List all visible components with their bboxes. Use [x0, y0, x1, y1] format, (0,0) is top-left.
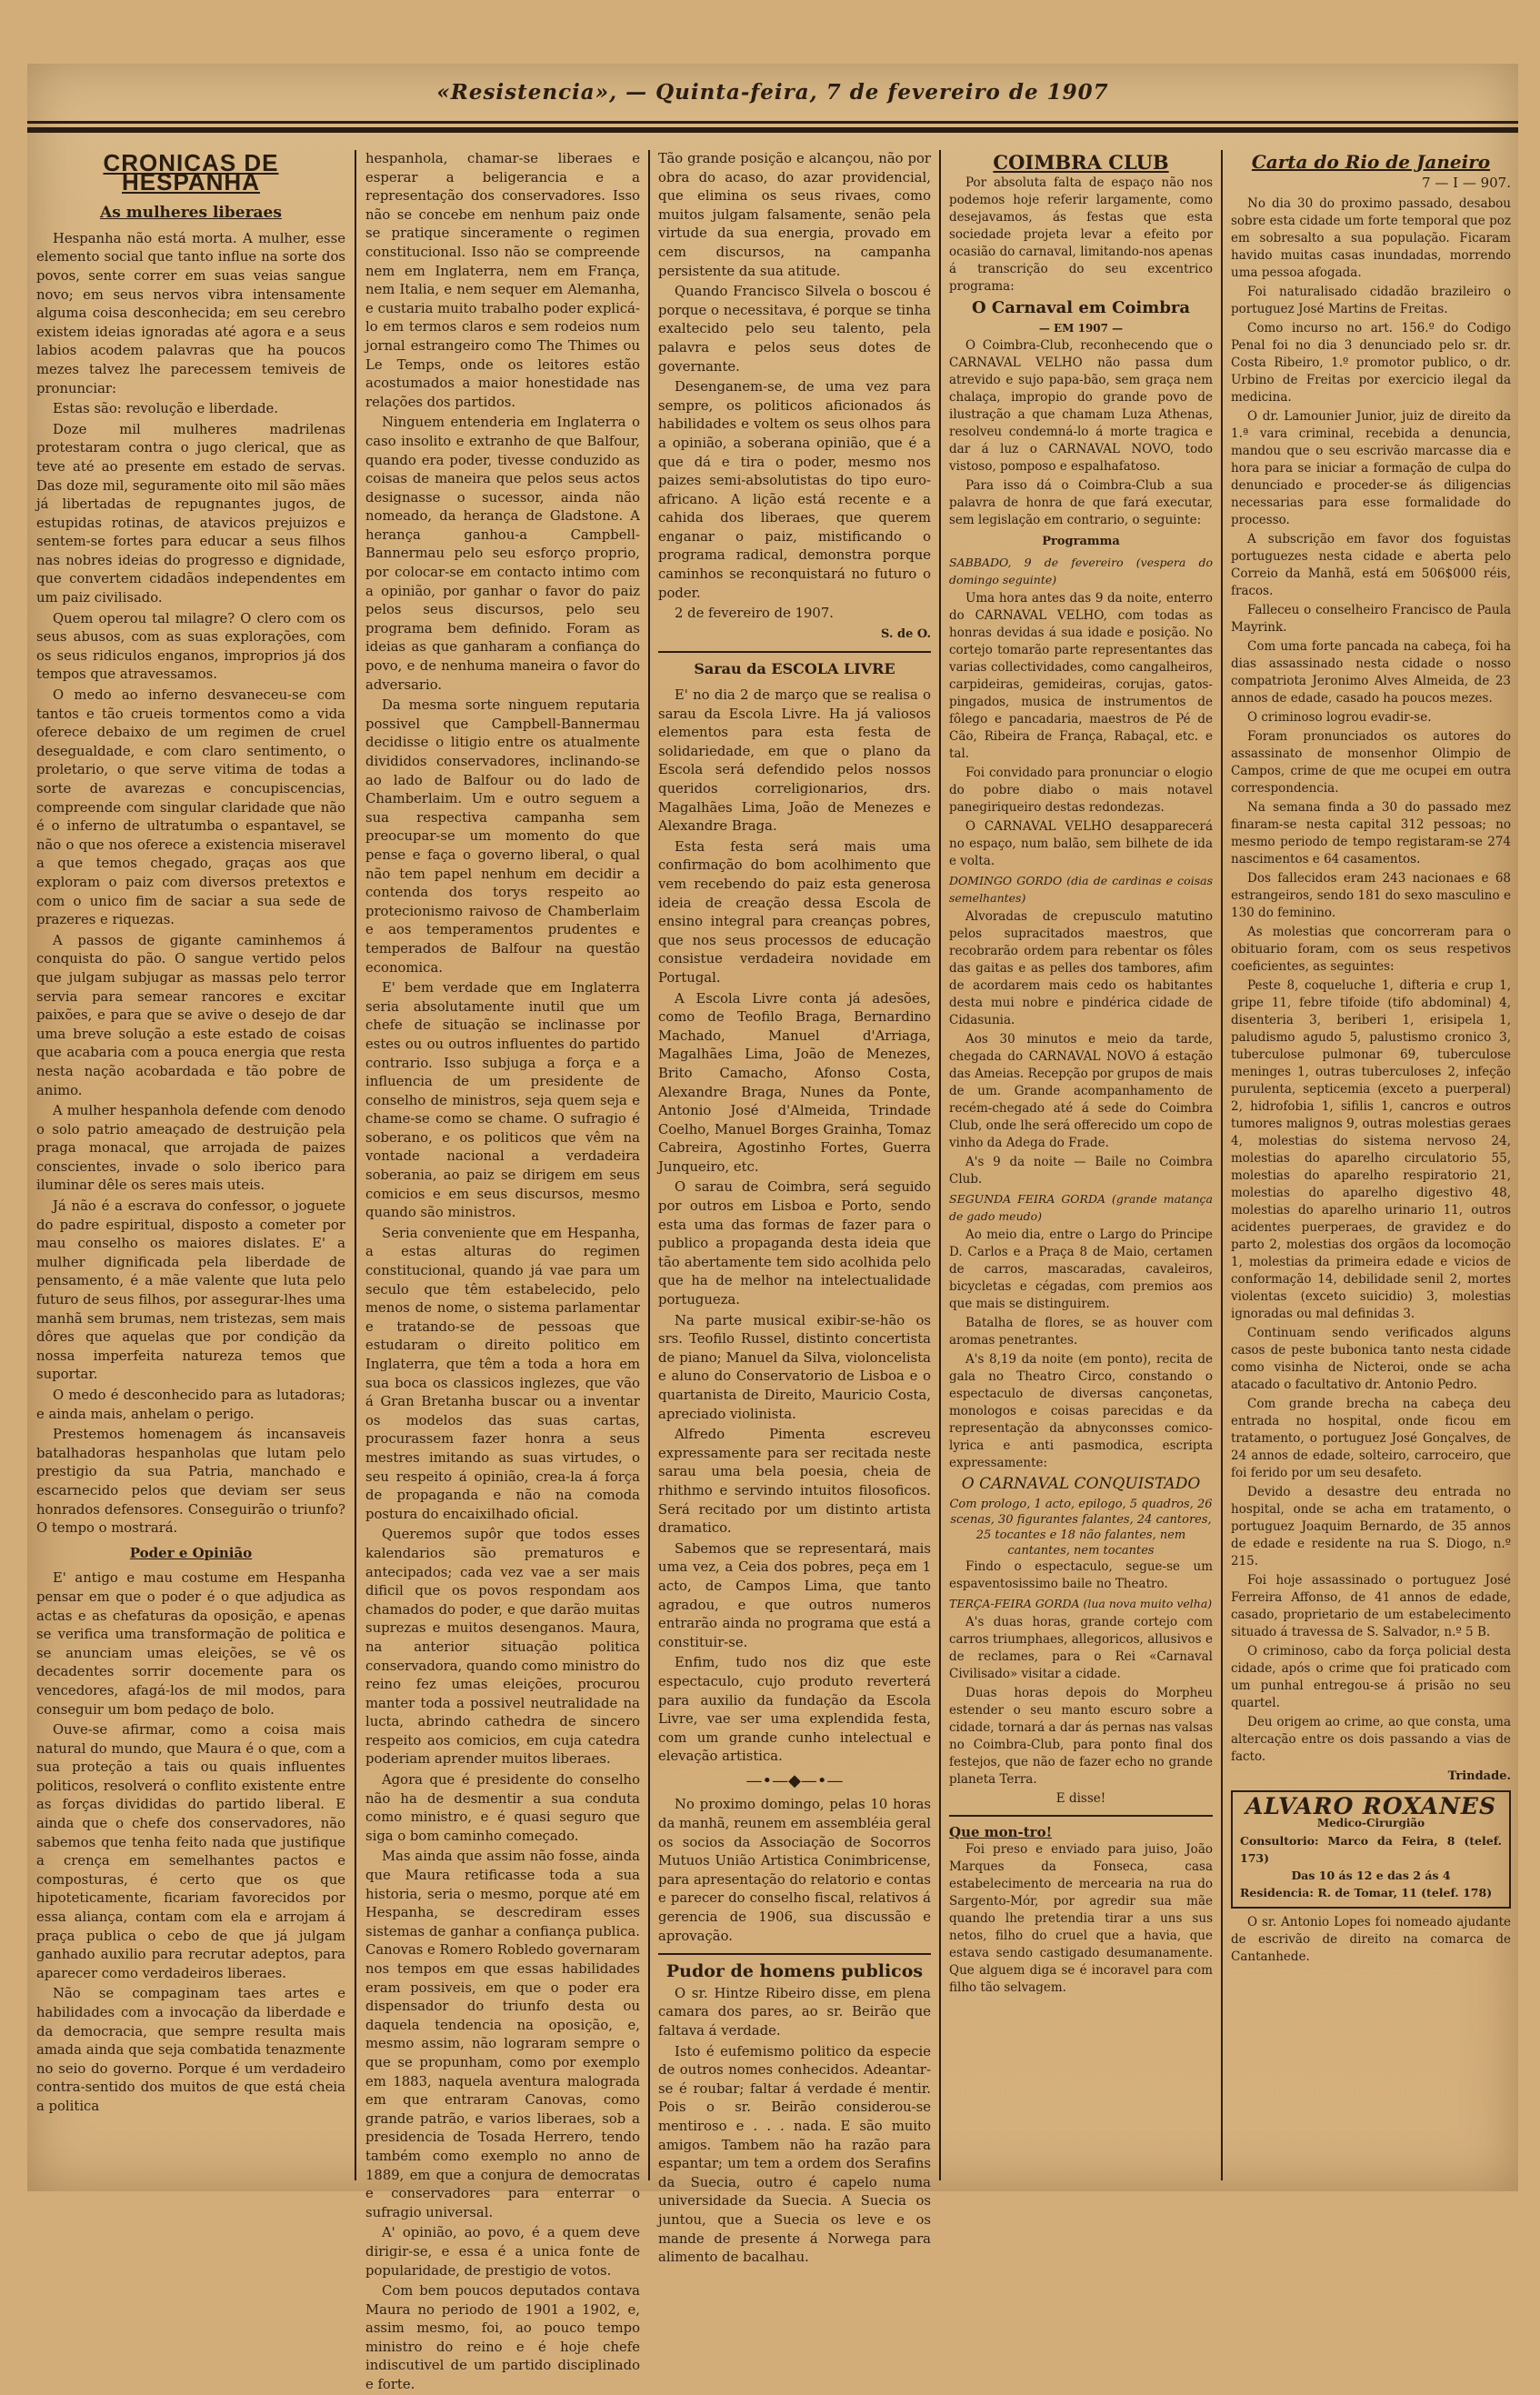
paragraph: Prestemos homenagem ás incansaveis batalhadoras hespanholas que lutam pelo prestigio da sua Patria, manchado e escarnecido pelos que deviam ser seus honrados defensores. Conseguirão o triunfo? O tempo o mostrará. — [36, 1427, 345, 1537]
paragraph: Foi convidado para pronunciar o elogio do pobre diabo o mais notavel panegiriqueiro destas redondezas. — [949, 766, 1213, 815]
divider — [658, 651, 931, 653]
paragraph: E disse! — [1055, 1791, 1106, 1806]
paragraph: A subscrição em favor dos foguistas portuguezes nesta cidade e aberta pelo Correio da Manhã, está em 506$000 réis, fracos. — [1231, 532, 1511, 598]
sarau-title: Sarau da ESCOLA LIVRE — [694, 660, 895, 678]
paragraph: O medo é desconhecido para as lutadoras; e ainda mais, anhelam o perigo. — [36, 1388, 345, 1422]
paragraph: Estas são: revolução e liberdade. — [53, 401, 279, 417]
column-divider — [648, 150, 650, 2180]
paragraph: Foi hoje assassinado o portuguez José Ferreira Affonso, de 41 annos de edade, casado, proprietario de um estabelecimento situado á travessa de S. Salvador, n.º 5 B. — [1231, 1573, 1511, 1639]
article-date: 2 de fevereiro de 1907. — [675, 606, 834, 622]
signature: Trindade. — [1447, 1769, 1511, 1783]
coimbra-club-title: COIMBRA CLUB — [993, 151, 1169, 174]
paragraph: O sarau de Coimbra, será seguido por outros em Lisboa e Porto, sendo esta uma das formas de fazer para o publico a propaganda desta ideia que tão abertamente tem sido acolhida pelo que ha de melhor na intelectualidade portugueza. — [658, 1179, 931, 1308]
paragraph: Queremos supôr que todos esses kalendarios são prematuros e antecipados; cada vez vae a ser mais dificil que os povos respondam aos chamados do poder, e que darão muitas suprezas e muitos desenganos. Maura, na anterior situação politica conservadora, quando como ministro do reino fez umas eleições, procurou manter toda a possivel neutralidade na lucta, abrindo cathedra de sincero respeito aos comicios, em cuja catedra poderiam aprender muitos liberaes. — [365, 1527, 640, 1768]
sabbado-heading: SABBADO, 9 de fevereiro (vespera do domingo seguinte) — [949, 556, 1213, 586]
paragraph: O dr. Lamounier Junior, juiz de direito da 1.ª vara criminal, recebida a denuncia, mandou que o seu escrivão marcasse dia e hora para se iniciar a formação de culpa do denunciado e proceder-se ás diligencias necessarias para esse formalidade do processo. — [1231, 409, 1511, 527]
paragraph: No dia 30 do proximo passado, desabou sobre esta cidade um forte temporal que poz em sobresalto a sua população. Ficaram havido muitas casas inundadas, morrendo uma pessoa afogada. — [1231, 196, 1511, 280]
segunda-heading: SEGUNDA FEIRA GORDA (grande matança de gado meudo) — [949, 1192, 1213, 1223]
paragraph: Foram pronunciados os autores do assassinato de monsenhor Olimpio de Campos, crime de que me ocupei em outra correspondencia. — [1231, 729, 1511, 796]
ad-line: Das 10 ás 12 e das 2 ás 4 — [1291, 1869, 1451, 1882]
cronicas-title: CRONICAS DE HESPANHA — [103, 149, 279, 195]
paragraph: A mulher hespanhola defende com denodo o solo patrio ameaçado de destruição pela praga monacal, que arrojada de paizes conscientes, invade o solo iberico para iluminar dêle os seres mais uteis. — [36, 1103, 345, 1194]
paragraph: Enfim, tudo nos diz que este espectaculo, cujo produto reverterá para auxilio da fundação da Escola Livre, vae ser uma explendida festa, com um grande cunho intelectual e elevação artistica. — [658, 1655, 931, 1765]
programa-heading: Programma — [1042, 535, 1120, 548]
column-cronicas — [36, 150, 345, 2180]
paragraph: Foi preso e enviado para juiso, João Marques da Fonseca, casa estabelecimento de mercearia na rua do Sargento-Mór, por agredir sua mãe quando lhe pretendia tirar a uns sus netos, filho do cruel que a havia, que estava sendo castigado desumanamente. Que alguem diga se é incoravel para com filho tão selvagem. — [949, 1842, 1213, 1995]
paragraph: Peste 8, coqueluche 1, difteria e crup 1, gripe 11, febre tifoide (tifo abdominal) 4, disenteria 3, beriberi 1, erisipela 1, paludismo agudo 5, palustismo cronico 3, tuberculose pulmonar 69, tuberculose meninges 1, outras tuberculoses 2, infeção purulenta, septicemia (exceto a puerperal) 2, hidrofobia 1, sifilis 1, cancros e outros tumores malignos 9, outras molestias geraes 4, molestias do sistema nervoso 24, molestias do aparelho circulatorio 55, molestias do aparelho respiratorio 21, molestias do aparelho digestivo 48, molestias do aparelho urinario 11, outros acidentes puerperaes, de gravidez e do parto 2, molestias dos orgãos da locomoção 1, molestias da primeira edade e vicios de conformação 14, debilidade senil 2, mortes violentas (exceto suicidio) 3, molestias ignoradas ou mal definidas 3. — [1231, 978, 1511, 1321]
roxanes-ad — [1231, 1790, 1511, 1909]
top-rule-thick — [27, 127, 1518, 133]
paragraph: A's 9 da noite — Baile no Coimbra Club. — [949, 1155, 1213, 1187]
paragraph: Ouve-se afirmar, como a coisa mais natural do mundo, que Maura é o que, com a sua proteção a tais ou quais influentes politicos, resolverá o conflito existente entre as forças divididas do partido liberal. E ainda que o chefe dos conservadores, não sabemos que tenha feito nada que justifique a crença em semelhantes pactos e composturas, é certo que os que hipoteticamente, ficariam favorecidos por essa aliança, contam com ela e arrojam á praça publica o cebo de que já julgam ganhado auxilio para recrutar adeptos, para aparecer como verdadeiros liberaes. — [36, 1722, 345, 1981]
paragraph: Como incurso no art. 156.º do Codigo Penal foi no dia 3 denunciado pelo sr. dr. Costa Ribeiro, 1.º promotor publico, o dr. Urbino de Freitas por exercicio ilegal da medicina. — [1231, 321, 1511, 405]
paragraph: Alvoradas de crepusculo matutino pelos supracitados maestros, que recobrarão ordem para rebentar os fôles das gaitas e as pelles dos tambores, afim de acordarem mais cedo os habitantes desta mui nobre e pindérica cidade de Cidasunia. — [949, 909, 1213, 1027]
paragraph: A passos de gigante caminhemos á conquista do pão. O sangue vertido pelos que julgam subjugar as massas pelo terror servia para semear rancores e excitar paixões, e para que se avive o desejo de dar uma breve solução a este estado de coisas que acabaria com a pouca energia que resta nesta nação acobardada e tão pobre de animo. — [36, 932, 345, 1098]
paragraph: Falleceu o conselheiro Francisco de Paula Mayrink. — [1231, 603, 1511, 635]
ad-line: Residencia: R. de Tomar, 11 (telef. 178) — [1240, 1886, 1493, 1899]
conquistado-sub: Com prologo, 1 acto, epilogo, 5 quadros, 26 scenas, 30 figurantes falantes, 24 cantores, 25 tocantes e 18 não falantes, nem cantantes, nem tocantes — [949, 1498, 1213, 1558]
paragraph: Ninguem entenderia em Inglaterra o caso insolito e extranho de que Balfour, quando era poder, tivesse conduzido as coisas de maneira que pelos seus actos designasse o sucessor, ainda não nomeado, da herança de Gladstone. A herança ganhou-a Campbell-Bannermau pelo seu esforço proprio, por colocar-se em contacto intimo com a opinião, por ganhar o favor do paiz pelos seus discursos, pelo seu programa bem definido. Foram as ideias as que ganharam a confiança do povo, e de nenhuma maneira o favor do adversario. — [365, 415, 640, 693]
paragraph: Alfredo Pimenta escreveu expressamente para ser recitada neste sarau uma bela poesia, cheia de rhithmo e servindo intuitos filosoficos. Será recitado por um distinto artista dramatico. — [658, 1427, 931, 1537]
paragraph: Desenganem-se, de uma vez para sempre, os politicos aficionados ás habilidades e voltem os seus olhos para a opinião, a soberana opinião, que é a que dá e tira o poder, mesmo nos paizes semi-absolutistas do tipo euro-africano. A lição está recente e a cahida dos liberaes, que querem enganar o paiz, mistificando o programa radical, demonstra porque caminhos se reconquistará no futuro o poder. — [658, 379, 931, 601]
paragraph: Dos fallecidos eram 243 nacionaes e 68 estrangeiros, sendo 181 do sexo masculino e 130 do feminino. — [1231, 871, 1511, 920]
paragraph: Foi naturalisado cidadão brazileiro o portuguez José Martins de Freitas. — [1231, 285, 1511, 316]
carta-date: 7 — I — 907. — [1422, 175, 1511, 191]
paragraph: Seria conveniente que em Hespanha, a estas alturas do regimen constitucional, quando já vae para um seculo que têm estabelecido, pelo menos de nome, o sistema parlamentar e tratando-se de pessoas que estudaram o direito politico em Inglaterra, que têm a toda a hora em sua boca os classicos inglezes, que vão á Gran Bretanha buscar ou a inventar os modelos das suas cartas, procurassem fazer honra a seus mestres imitando as suas virtudes, o seu respeito á opinião, crea-la á força de propaganda e não na comoda postura do encaixilhado oficial. — [365, 1225, 640, 1522]
paragraph: Com bem poucos deputados contava Maura no periodo de 1901 a 1902, e, assim mesmo, foi, ao pouco tempo ministro do reino e é hoje chefe indiscutivel de um partido disciplinado e forte. — [365, 2283, 640, 2393]
paragraph: O medo ao inferno desvaneceu-se com tantos e tão crueis tormentos como a vida oferece debaixo de um regimen de cruel desegualdade, e com claro sentimento, o proletario, o que serve vitima de todas a sorte de avarezas e concupiscencias, compreende com singular claridade que não é o inferno de ultratumba o espantavel, se não o que nos oferece a existencia miseravel a que temos chegado, graças aos que exploram o paiz com diversos pretextos e com o unico fim de saciar a sua sede de prazeres e riquezas. — [36, 687, 345, 928]
paragraph: Quando Francisco Silvela o boscou é porque o necessitava, é porque se tinha exaltecido pelo seu talento, pela palavra e pelos seus dotes de governante. — [658, 284, 931, 375]
column-divider — [355, 150, 356, 2180]
paragraph: Por absoluta falta de espaço não nos podemos hoje referir largamente, como desejavamos, ás festas que esta sociedade projeta levar a efeito por ocasião do carnaval, limitando-nos apenas á transcrição do seu excentrico programa: — [949, 175, 1213, 294]
paragraph: Aos 30 minutos e meio da tarde, chegada do CARNAVAL NOVO á estação das Ameias. Recepção por grupos de mais de um. Grande acompanhamento de recém-chegado até á sede do Coimbra Club, onde lhe será offerecido um copo de vinho da Adega do Frade. — [949, 1032, 1213, 1150]
conquistado-title: O CARNAVAL CONQUISTADO — [961, 1475, 1201, 1493]
paragraph: Para isso dá o Coimbra-Club a sua palavra de honra de que fará executar, sem legislação em contrario, o seguinte: — [949, 478, 1213, 527]
poder-subtitle: Poder e Opinião — [129, 1544, 253, 1561]
paragraph: E' bem verdade que em Inglaterra seria absolutamente inutil que um chefe de situação se inclinasse por estes ou ou outros influentes do partido contrario. Isso subjuga a força e a influencia de um presidente de conselho de ministros, seja quem seja e chame-se como se chame. O sufragio é soberano, e os politicos que vêm na vontade nacional a verdadeira soberania, ao paiz se dirigem em seus comicios e em seus discursos, mesmo quando são ministros. — [365, 980, 640, 1221]
mulheres-subtitle: As mulheres liberaes — [100, 204, 282, 223]
paragraph: Continuam sendo verificados alguns casos de peste bubonica tanto nesta cidade como visinha de Nicteroi, onde se acha atacado o facultativo dr. Antonio Pedro. — [1231, 1326, 1511, 1392]
paragraph: Na parte musical exibir-se-hão os srs. Teofilo Russel, distinto concertista de piano; Manuel da Silva, violoncelista e aluno do Conservatorio de Lisboa e o quartanista de Direito, Mauricio Costa, apreciado violinista. — [658, 1312, 931, 1422]
paragraph: Ao meio dia, entre o Largo do Principe D. Carlos e a Praça 8 de Maio, certamen de carros, mascaradas, cavaleiros, bicycletas e cégadas, com premios aos que mais se distinguirem. — [949, 1228, 1213, 1311]
paragraph: E' antigo e mau costume em Hespanha pensar em que o poder é o que adjudica as actas e as chefaturas da oposição, e apenas se verifica uma transformação de politica e se anunciam umas eleições, se vê os decadentes sorrir docemente para os vencedores, afagá-los de mil modos, para conseguir um bom pedaço de bolo. — [36, 1570, 345, 1718]
paragraph: Com uma forte pancada na cabeça, foi ha dias assassinado nesta cidade o nosso compatriota Jeronimo Alves Almeida, de 23 annos de edade, casado ha poucos mezes. — [1231, 639, 1511, 706]
column-cronicas-cont — [365, 150, 640, 2393]
paragraph: O CARNAVAL VELHO desapparecerá no espaço, num balão, sem bilhete de ida e volta. — [949, 819, 1213, 868]
paragraph: Não se compaginam taes artes e habilidades com a invocação da liberdade e da democracia, que sempre resulta mais amada ainda que seja combatida tenazmente no seio do governo. Porque é um verdadeiro contra-sentido dos muitos de que está cheia a politica — [36, 1986, 345, 2114]
column-coimbra-club — [949, 150, 1213, 2180]
paragraph: Com grande brecha na cabeça deu entrada no hospital, onde ficou em tratamento, o portuguez José Gonçalves, de 24 annos de edade, solteiro, carroceiro, que foi ferido por um seu desafeto. — [1231, 1397, 1511, 1480]
paragraph: Findo o espectaculo, segue-se um espaventosissimo baile no Theatro. — [949, 1559, 1213, 1591]
column-sarau — [658, 150, 931, 2266]
domingo-heading: DOMINGO GORDO (dia de cardinas e coisas semelhantes) — [949, 874, 1213, 905]
paragraph: Deu origem ao crime, ao que consta, uma altercação entre os dois passando a vias de facto. — [1231, 1715, 1511, 1764]
paragraph: Da mesma sorte ninguem reputaria possivel que Campbell-Bannermau decidisse o litigio entre os atualmente divididos conservadores, inclinando-se ao lado de Balfour ou do lado de Chamberlaim. Um e outro seguem a sua respectiva campanha sem preocupar-se um momento do que pense e faça o governo liberal, o qual não tem papel nenhum em decidir a contenda dos torys respeito ao protecionismo raivoso de Chamberlaim e aos temperamentos prudentes e temperados de Balfour na questão economica. — [365, 697, 640, 976]
paragraph: A' opinião, ao povo, é a quem deve dirigir-se, e essa é a unica fonte de popularidade, de prestigio de votos. — [365, 2225, 640, 2279]
ad-name: ALVARO ROXANES — [1245, 1793, 1497, 1819]
paragraph: A Escola Livre conta já adesões, como de Teofilo Braga, Bernardino Machado, Manuel d'Arriaga, Magalhães Lima, João de Menezes, Brito Camacho, Afonso Costa, Alexandre Braga, Nunes da Ponte, Antonio José d'Almeida, Trindade Coelho, Manuel Borges Grainha, Tomaz Cabreira, Agostinho Fortes, Guerra Junqueiro, etc. — [658, 990, 931, 1175]
masthead: «Resistencia», — Quinta-feira, 7 de fevereiro de 1907 — [436, 80, 1109, 105]
paragraph: Isto é eufemismo politico da especie de outros nomes conhecidos. Adeantar-se é roubar; faltar á verdade é mentir. Pois o sr. Beirão considerou-se mentiroso e . . . nada. E são muito amigos. Tambem não ha razão para espantar; um tem a ordem dos Serafins da Suecia, outro é capelo numa universidade da Suecia. A Suecia os juntou, que a Suecia os leve e os mande de presente á Norwega para alimento de bacalhau. — [658, 2043, 931, 2266]
paragraph: Sabemos que se representará, mais uma vez, a Ceia dos pobres, peça em 1 acto, de Campos Lima, que tanto agradou, e que outros numeros entrarão ainda no programa que está a constituir-se. — [658, 1540, 931, 1650]
paragraph: Doze mil mulheres madrilenas protestaram contra o jugo clerical, que as teve até ao presente em estado de servas. Das doze mil, seguramente oito mil são mães já libertadas de repugnantes jugos, de estupidas rotinas, de atavicos prejuizos e sentem-se fortes para educar a seus filhos nas nobres ideias do progresso e dignidade, que convertem cidadãos independentes em um paiz civilisado. — [36, 421, 345, 606]
paragraph: A's duas horas, grande cortejo com carros triumphaes, allegoricos, allusivos e de reclames, para o Rei «Carnaval Civilisado» visitar a cidade. — [949, 1615, 1213, 1681]
divider — [658, 1953, 931, 1955]
column-rio — [1231, 150, 1511, 2180]
paragraph: As molestias que concorreram para o obituario foram, com os seus respetivos coeficientes, as seguintes: — [1231, 925, 1511, 974]
top-rule — [27, 121, 1518, 124]
paragraph: Devido a desastre deu entrada no hospital, onde se acha em tratamento, o portuguez Joaquim Bernardo, de 35 annos de edade e residente na rua S. Diogo, n.º 215. — [1231, 1485, 1511, 1568]
paragraph: O Coimbra-Club, reconhecendo que o CARNAVAL VELHO não passa dum atrevido e sujo papa-bão, sem graça nem chalaça, impropio do grande povo de ilustração a que chamam Luza Athenas, resolveu condemná-lo á morte tragica e dar á luz o CARNAVAL NOVO, todo vistoso, pomposo e espalhafatoso. — [949, 338, 1213, 474]
paragraph: No proximo domingo, pelas 10 horas da manhã, reunem em assembléia geral os socios da Associação de Socorros Mutuos União Artistica Conimbricense, para apresentação do relatorio e contas e parecer do conselho fiscal, relativos á gerencia de 1906, sua discussão e aprovação. — [658, 1797, 931, 1944]
paragraph: O sr. Antonio Lopes foi nomeado ajudante de escrivão de direito na comarca de Cantanhede. — [1231, 1915, 1511, 1964]
carta-rio-title: Carta do Rio de Janeiro — [1251, 151, 1491, 173]
paragraph: Tão grande posição e alcançou, não por obra do acaso, do azar providencial, que elimina os seus rivaes, como muitos julgam falsamente, senão pela virtude da sua energia, provado em cem discursos, na campanha persistente da sua atitude. — [658, 151, 931, 279]
column-divider — [1221, 150, 1223, 2180]
paragraph: Na semana finda a 30 do passado mez finaram-se nesta capital 312 pessoas; no mesmo periodo de tempo registaram-se 274 nascimentos e 64 casamentos. — [1231, 800, 1511, 867]
paragraph: O criminoso logrou evadir-se. — [1247, 710, 1432, 725]
paragraph: Já não é a escrava do confessor, o joguete do padre espiritual, disposto a cometer por mau conselho os maiores dislates. E' a mulher dignificada pela liberdade de pensamento, é a mãe valente que luta pelo futuro de seus filhos, por assegurar-lhes uma manhã sem brumas, nem tristezas, sem mais dôres que aquelas que por condição da nossa imperfeita natureza temos que suportar. — [36, 1198, 345, 1383]
paragraph: O criminoso, cabo da força policial desta cidade, após o crime que foi praticado com um punhal entregou-se á prisão no seu quartel. — [1231, 1644, 1511, 1710]
pudor-title: Pudor de homens publicos — [665, 1961, 924, 1982]
paragraph: hespanhola, chamar-se liberaes e esperar a beligerancia e a representação dos conservadores. Isso não se concebe em nenhum paiz onde se pratique sinceramente o regimen constitucional. Isso não se compreende nem em Inglaterra, nem em França, nem Italia, e nem sequer em Alemanha, e custaria muito trabalho poder explicá-lo em termos claros e sem rodeios num jornal estrangeiro como The Thimes ou Le Temps, onde os leitores estão acostumados a maior honestidade nas relações dos partidos. — [365, 151, 640, 410]
paragraph: Esta festa será mais uma confirmação do bom acolhimento que vem recebendo do paiz esta generosa ideia de creação dessa Escola de ensino integral para creanças pobres, que nos seus processos de educação consistue verdadeira novidade em Portugal. — [658, 838, 931, 986]
paragraph: Mas ainda que assim não fosse, ainda que Maura retificasse toda a sua historia, seria o mesmo, porque até em Hespanha, se descrediram esses sistemas de ganhar a confiança publica. Canovas e Romero Robledo governaram nos tempos em que essas habilidades eram possiveis, em que o poder era dispensador do triunfo desta ou daquela tendencia na oposição, e, mesmo assim, não lograram sempre o que se propunham, como por exemplo em 1883, naquela aventura malograda em que entraram Canovas, como grande patrão, e varios liberaes, sob a presidencia de Tosada Herrero, tendo também como exemplo no anno de 1889, em que a conjura de democratas e conservadores para enterrar o sufragio universal. — [365, 1849, 640, 2220]
paragraph: Hespanha não está morta. A mulher, esse elemento social que tanto influe na sorte dos povos, sente correr em suas veias sangue novo; em seus nervos vibra intensamente alguma coisa desconhecida; em seu cerebro existem ideias ignoradas até agora e a seus labios acodem palavras que ha poucos mezes talvez lhe parecessem temiveis de pronunciar: — [36, 230, 345, 396]
terca-heading: TERÇA-FEIRA GORDA (lua nova muito velha) — [949, 1597, 1213, 1610]
monstro-heading: Que mon-tro! — [949, 1824, 1053, 1840]
newspaper-page — [27, 64, 1518, 2393]
paragraph: Duas horas depois do Morpheu estender o seu manto escuro sobre a cidade, tornará a dar ás pernas nas valsas no Coimbra-Club, para ponto final dos festejos, que não de fazer echo no grande planeta Terra. — [949, 1686, 1213, 1787]
ornament-divider: —•—◆—•— — [745, 1770, 844, 1790]
paragraph: Quem operou tal milagre? O clero com os seus abusos, com as suas explorações, com os seus ridiculos enganos, improprios já dos tempos que atravessamos. — [36, 610, 345, 683]
paragraph: E' no dia 2 de março que se realisa o sarau da Escola Livre. Ha já valiosos elementos para esta festa de solidariedade, em que o plano da Escola será defendido pelos nossos queridos correligionarios, drs. Magalhães Lima, João de Menezes e Alexandre Braga. — [658, 687, 931, 835]
ad-line: Consultorio: Marco da Feira, 8 (telef. 173) — [1240, 1834, 1502, 1865]
divider — [949, 1815, 1213, 1817]
paragraph: Batalha de flores, se as houver com aromas penetrantes. — [949, 1316, 1213, 1348]
paragraph: Agora que é presidente do conselho não ha de desmentir a sua conduta como ministro, e é quasi seguro que siga o bom caminho começado. — [365, 1772, 640, 1844]
carnaval-year: — EM 1907 — — [1038, 322, 1124, 335]
signature: S. de O. — [881, 626, 931, 641]
column-divider — [939, 150, 941, 2180]
carnaval-heading: O Carnaval em Coimbra — [971, 298, 1191, 317]
paragraph: Uma hora antes das 9 da noite, enterro do CARNAVAL VELHO, com todas as honras devidas á sua idade e posição. No cortejo tomarão parte representantes das varias collectividades, como cangalheiros, carpideiras, gemideiras, corujas, gatos-pingados, musica de instrumentos de fôlego e pancadaria, maestros de Pé de Cão, Ribeira de França, Rabaçal, etc. e tal. — [949, 591, 1213, 761]
paragraph: A's 8,19 da noite (em ponto), recita de gala no Theatro Circo, constando o espectaculo de diversas cançonetas, monologos e coisas parecidas e da representação da abnyconsses comico-lyrica e anti pasmodica, escripta expressamente: — [949, 1352, 1213, 1470]
ad-role: Medico-Cirurgião — [1316, 1817, 1425, 1829]
paragraph: O sr. Hintze Ribeiro disse, em plena camara dos pares, ao sr. Beirão que faltava á verdade. — [658, 1985, 931, 2039]
